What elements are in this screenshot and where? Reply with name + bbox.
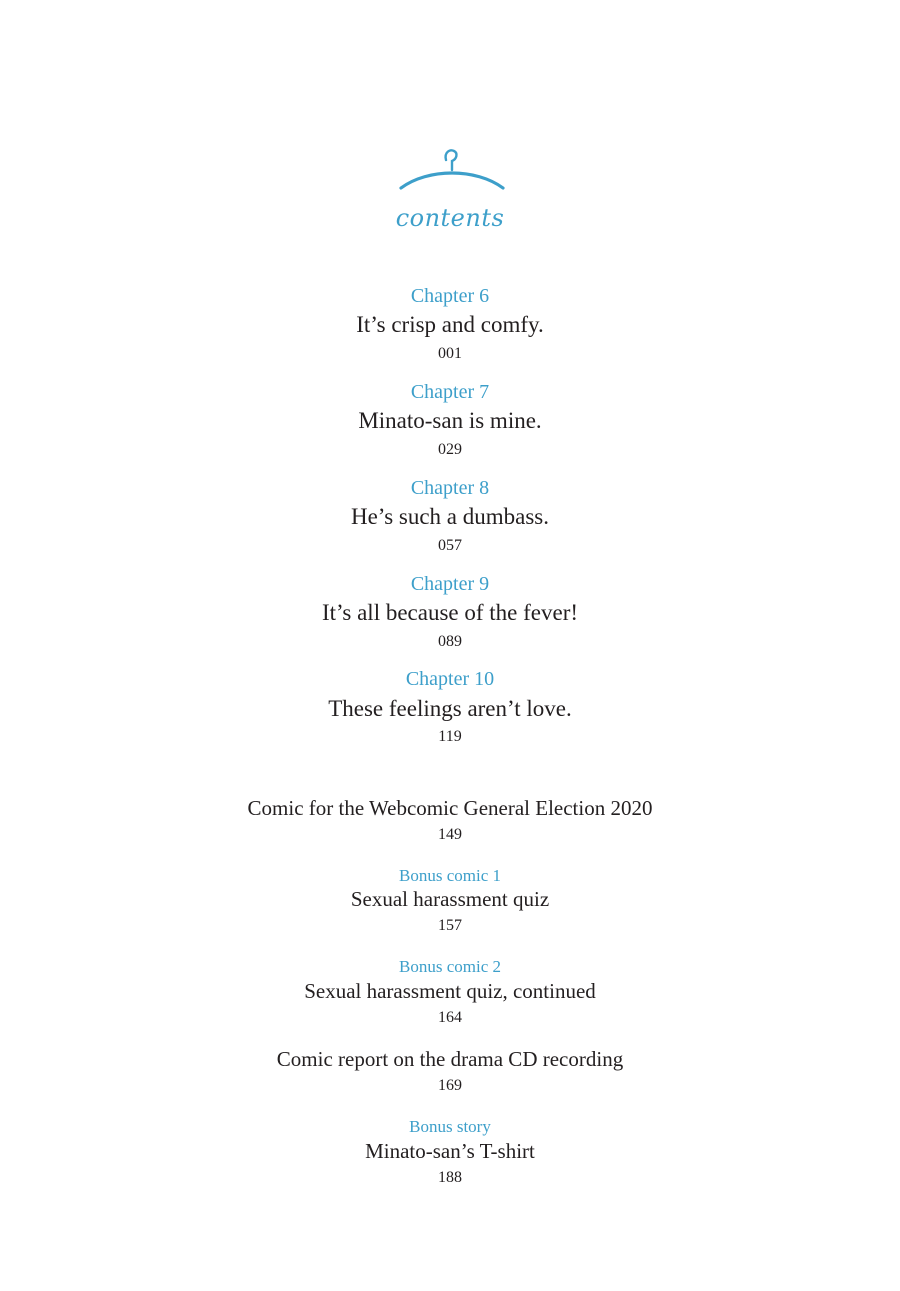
chapter-title[interactable]: Minato-san is mine. <box>358 408 542 433</box>
extra-label: Bonus comic 2 <box>399 957 501 976</box>
extra-page: 164 <box>438 1009 462 1026</box>
chapter-page: 029 <box>438 441 462 458</box>
contents-heading: contents <box>395 204 505 232</box>
extra-label: Bonus comic 1 <box>399 866 501 885</box>
extra-title[interactable]: Minato-san’s T-shirt <box>365 1139 535 1163</box>
extra-page: 157 <box>438 917 462 934</box>
chapter-title[interactable]: These feelings aren’t love. <box>328 696 572 721</box>
chapter-title[interactable]: He’s such a dumbass. <box>350 504 550 529</box>
extra-page: 169 <box>438 1077 462 1094</box>
chapter-page: 001 <box>438 345 462 362</box>
extra-title[interactable]: Sexual harassment quiz, continued <box>304 979 596 1003</box>
chapter-page: 119 <box>438 728 462 745</box>
extra-title[interactable]: Comic for the Webcomic General Election 2020 <box>247 796 653 820</box>
extra-page: 149 <box>438 826 462 843</box>
chapter-title[interactable]: It’s crisp and comfy. <box>356 312 544 337</box>
extra-page: 188 <box>438 1169 462 1186</box>
chapter-page: 057 <box>438 537 462 554</box>
chapter-label: Chapter 10 <box>405 668 495 690</box>
chapter-title[interactable]: It’s all because of the fever! <box>321 600 579 625</box>
chapter-label: Chapter 6 <box>410 285 490 307</box>
chapter-label: Chapter 7 <box>410 381 490 403</box>
chapter-label: Chapter 9 <box>410 573 490 595</box>
chapter-label: Chapter 8 <box>410 477 490 499</box>
extra-title[interactable]: Comic report on the drama CD recording <box>276 1047 624 1071</box>
extra-title[interactable]: Sexual harassment quiz <box>350 887 550 911</box>
hanger-icon <box>398 146 506 196</box>
chapter-page: 089 <box>438 633 462 650</box>
extra-label: Bonus story <box>409 1117 491 1136</box>
